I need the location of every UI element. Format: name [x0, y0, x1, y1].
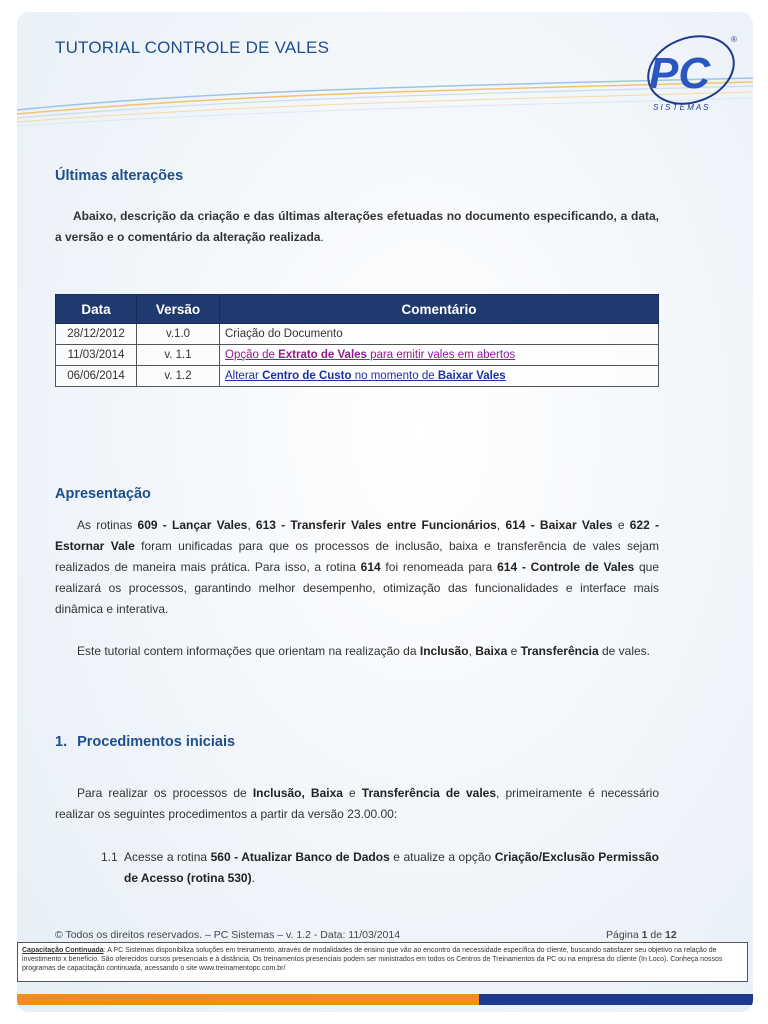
footer-page-number: Página 1 de 12 — [606, 929, 677, 941]
logo-registered: ® — [731, 35, 737, 44]
col-header-comment: Comentário — [220, 295, 659, 324]
revision-table — [55, 294, 659, 387]
procedure-item-1-1: 1.1 Acesse a rotina 560 - Atualizar Banco de Dados e atualize a opção Criação/Exclusão Permissão de Acesso (rotina 530). — [101, 847, 659, 889]
footer-training-notice: Capacitação Continuada: A PC Sistemas disponibiliza soluções em treinamento, através de modalidades de ensino que vão ao encontro da necessidade específica do cliente, buscando satisfazer seu objetivo na relação de investimento x benefício. São oferecidos cursos presenciais e à distância. Os treinamentos presenciais podem ser ministrados em todos os Centros de Treinamentos da PC ou na empresa do cliente (In Loco). Conheça nossos programas de capacitação continuada, acessando o site www.treinamentopc.com.br/ — [17, 942, 748, 982]
footer-bar-orange — [17, 994, 479, 1005]
changes-intro: Abaixo, descrição da criação e das últimas alterações efetuadas no documento especificando, a data, a versão e o comentário da alteração realizada. — [55, 209, 659, 244]
table-row — [56, 366, 659, 387]
footer-bar-blue — [479, 994, 753, 1005]
cell-date: 11/03/2014 — [56, 345, 137, 366]
footer-copyright: © Todos os direitos reservados. – PC Sistemas – v. 1.2 - Data: 11/03/2014 — [55, 929, 401, 941]
presentation-paragraph-1: As rotinas 609 - Lançar Vales, 613 - Transferir Vales entre Funcionários, 614 - Baixar Vales e 622 - Estornar Vale foram unificadas para que os processos de inclusão, baixa e transferência de vales sejam realizados de maneira mais prática. Para isso, a rotina 614 foi renomeada para 614 - Controle de Vales que realizará os processos, garantindo melhor desempenho, otimização das funcionalidades e interface mais dinâmica e interativa. — [55, 518, 659, 616]
cell-version: v. 1.2 — [137, 366, 220, 387]
table-row — [56, 324, 659, 345]
cell-date: 28/12/2012 — [56, 324, 137, 345]
table-row — [56, 345, 659, 366]
document-page — [17, 12, 753, 1012]
section-title-presentation: Apresentação — [55, 486, 151, 502]
section-title-procedures: 1. Procedimentos iniciais — [55, 734, 236, 750]
col-header-date: Data — [56, 295, 137, 324]
pc-sistemas-logo — [635, 26, 743, 116]
cell-comment-link[interactable]: Opção de Extrato de Vales para emitir vales em abertos — [220, 345, 659, 366]
cell-comment-link[interactable]: Alterar Centro de Custo no momento de Baixar Vales — [220, 366, 659, 387]
presentation-paragraph-2: Este tutorial contem informações que orientam na realização da Inclusão, Baixa e Transferência de vales. — [77, 644, 651, 658]
cell-version: v. 1.1 — [137, 345, 220, 366]
logo-subtitle: S I S T E M A S — [653, 103, 709, 112]
cell-comment: Criação do Documento — [220, 324, 659, 345]
document-title: TUTORIAL CONTROLE DE VALES — [55, 38, 330, 57]
cell-version: v.1.0 — [137, 324, 220, 345]
logo-letters: PC — [649, 49, 711, 98]
section-title-changes: Últimas alterações — [55, 168, 184, 184]
table-header-row — [56, 295, 659, 324]
col-header-version: Versão — [137, 295, 220, 324]
procedures-paragraph: Para realizar os processos de Inclusão, Baixa e Transferência de vales, primeiramente é necessário realizar os seguintes procedimentos a partir da versão 23.00.00: — [55, 786, 660, 821]
cell-date: 06/06/2014 — [56, 366, 137, 387]
item-number: 1.1 — [101, 850, 118, 864]
